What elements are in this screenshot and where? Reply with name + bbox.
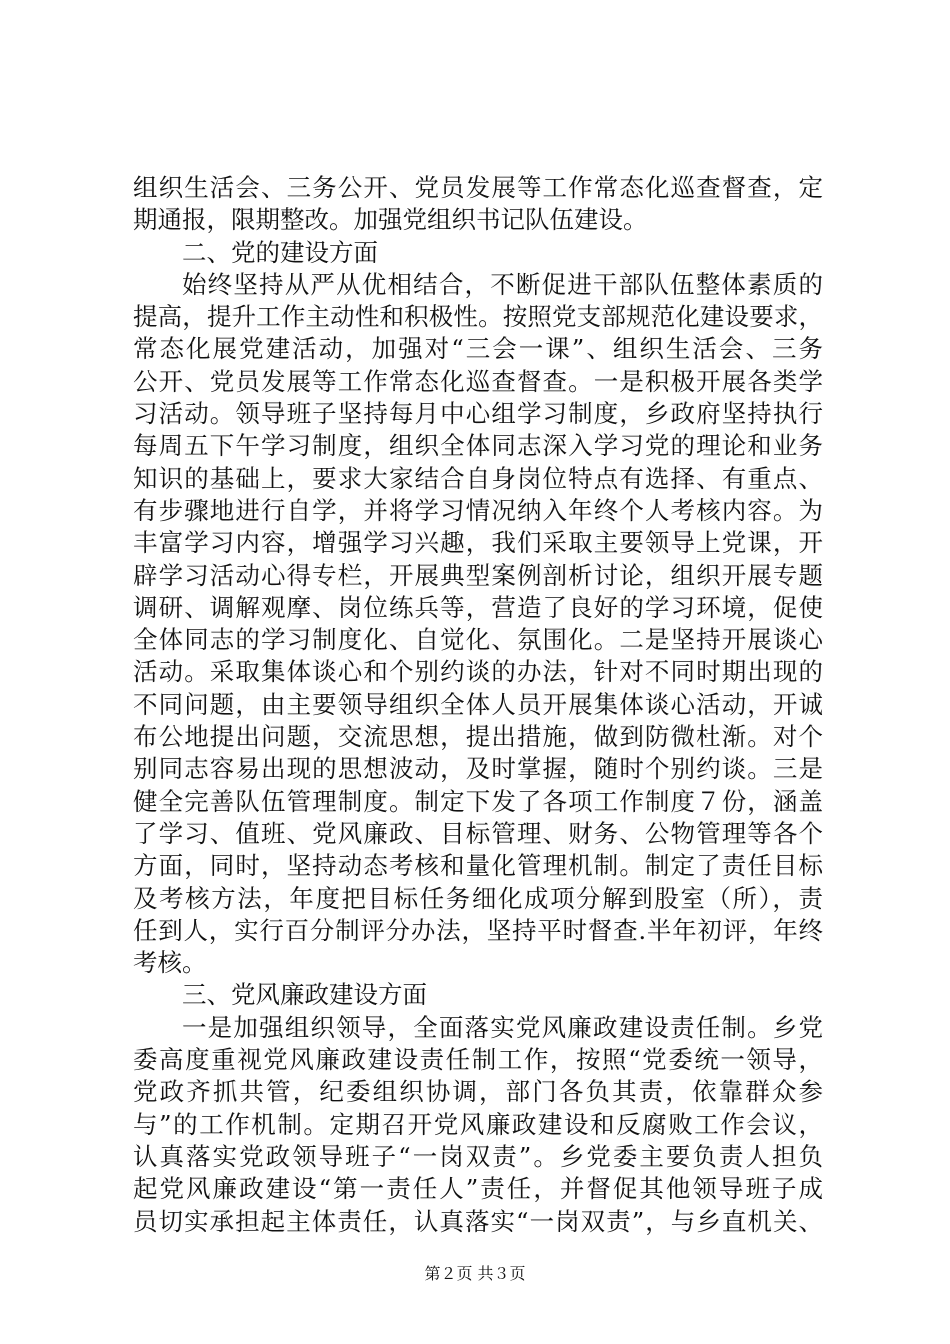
text-line: 调研、调解观摩、岗位练兵等，营造了良好的学习环境，促使 xyxy=(133,592,823,622)
paragraph-first-line: 一是加强组织领导，全面落实党风廉政建设责任制。乡党 xyxy=(182,1012,823,1042)
text-line: 公开、党员发展等工作常态化巡查督查。一是积极开展各类学 xyxy=(133,366,823,396)
text-line: 起党风廉政建设“第一责任人”责任，并督促其他领导班子成 xyxy=(133,1174,823,1204)
text-line: 不同问题，由主要领导组织全体人员开展集体谈心活动，开诚 xyxy=(133,689,823,719)
text-line: 每周五下午学习制度，组织全体同志深入学习党的理论和业务 xyxy=(133,431,823,461)
text-line: 别同志容易出现的思想波动，及时掌握，随时个别约谈。三是 xyxy=(133,754,823,784)
section-heading: 二、党的建设方面 xyxy=(182,237,378,267)
text-line: 辟学习活动心得专栏，开展典型案例剖析讨论，组织开展专题 xyxy=(133,560,823,590)
text-line: 活动。采取集体谈心和个别约谈的办法，针对不同时期出现的 xyxy=(133,657,823,687)
text-line: 常态化展党建活动，加强对“三会一课”、组织生活会、三务 xyxy=(133,334,823,364)
text-line: 员切实承担起主体责任，认真落实“一岗双责”，与乡直机关、 xyxy=(133,1206,823,1236)
text-line: 任到人，实行百分制评分办法，坚持平时督查.半年初评，年终 xyxy=(133,915,823,945)
text-line: 健全完善队伍管理制度。制定下发了各项工作制度７份，涵盖 xyxy=(133,786,823,816)
text-line: 全体同志的学习制度化、自觉化、氛围化。二是坚持开展谈心 xyxy=(133,625,823,655)
text-line: 及考核方法，年度把目标任务细化成项分解到股室（所），责 xyxy=(133,883,823,913)
text-line: 方面，同时，坚持动态考核和量化管理机制。制定了责任目标 xyxy=(133,851,823,881)
text-line: 与”的工作机制。定期召开党风廉政建设和反腐败工作会议， xyxy=(133,1109,823,1139)
text-line: 认真落实党政领导班子“一岗双责”。乡党委主要负责人担负 xyxy=(133,1141,823,1171)
text-line: 委高度重视党风廉政建设责任制工作，按照“党委统一领导， xyxy=(133,1045,823,1075)
text-line: 提高，提升工作主动性和积极性。按照党支部规范化建设要求， xyxy=(133,302,823,332)
text-line: 期通报，限期整改。加强党组织书记队伍建设。 xyxy=(133,205,648,235)
section-heading: 三、党风廉政建设方面 xyxy=(182,980,427,1010)
text-line: 知识的基础上，要求大家结合自身岗位特点有选择、有重点、 xyxy=(133,463,823,493)
page-footer: 第２页 共３页 xyxy=(424,1264,526,1283)
text-line: 考核。 xyxy=(133,948,207,978)
document-body xyxy=(133,172,823,1238)
text-line: 丰富学习内容，增强学习兴趣，我们采取主要领导上党课，开 xyxy=(133,528,823,558)
text-line: 了学习、值班、党风廉政、目标管理、财务、公物管理等各个 xyxy=(133,818,823,848)
paragraph-first-line: 始终坚持从严从优相结合，不断促进干部队伍整体素质的 xyxy=(182,269,823,299)
text-line: 布公地提出问题，交流思想，提出措施，做到防微杜渐。对个 xyxy=(133,722,823,752)
text-line: 党政齐抓共管，纪委组织协调，部门各负其责，依靠群众参 xyxy=(133,1077,823,1107)
text-line: 组织生活会、三务公开、党员发展等工作常态化巡查督查，定 xyxy=(133,173,823,202)
text-line: 习活动。领导班子坚持每月中心组学习制度，乡政府坚持执行 xyxy=(133,399,823,429)
text-line: 有步骤地进行自学，并将学习情况纳入年终个人考核内容。为 xyxy=(133,495,823,525)
